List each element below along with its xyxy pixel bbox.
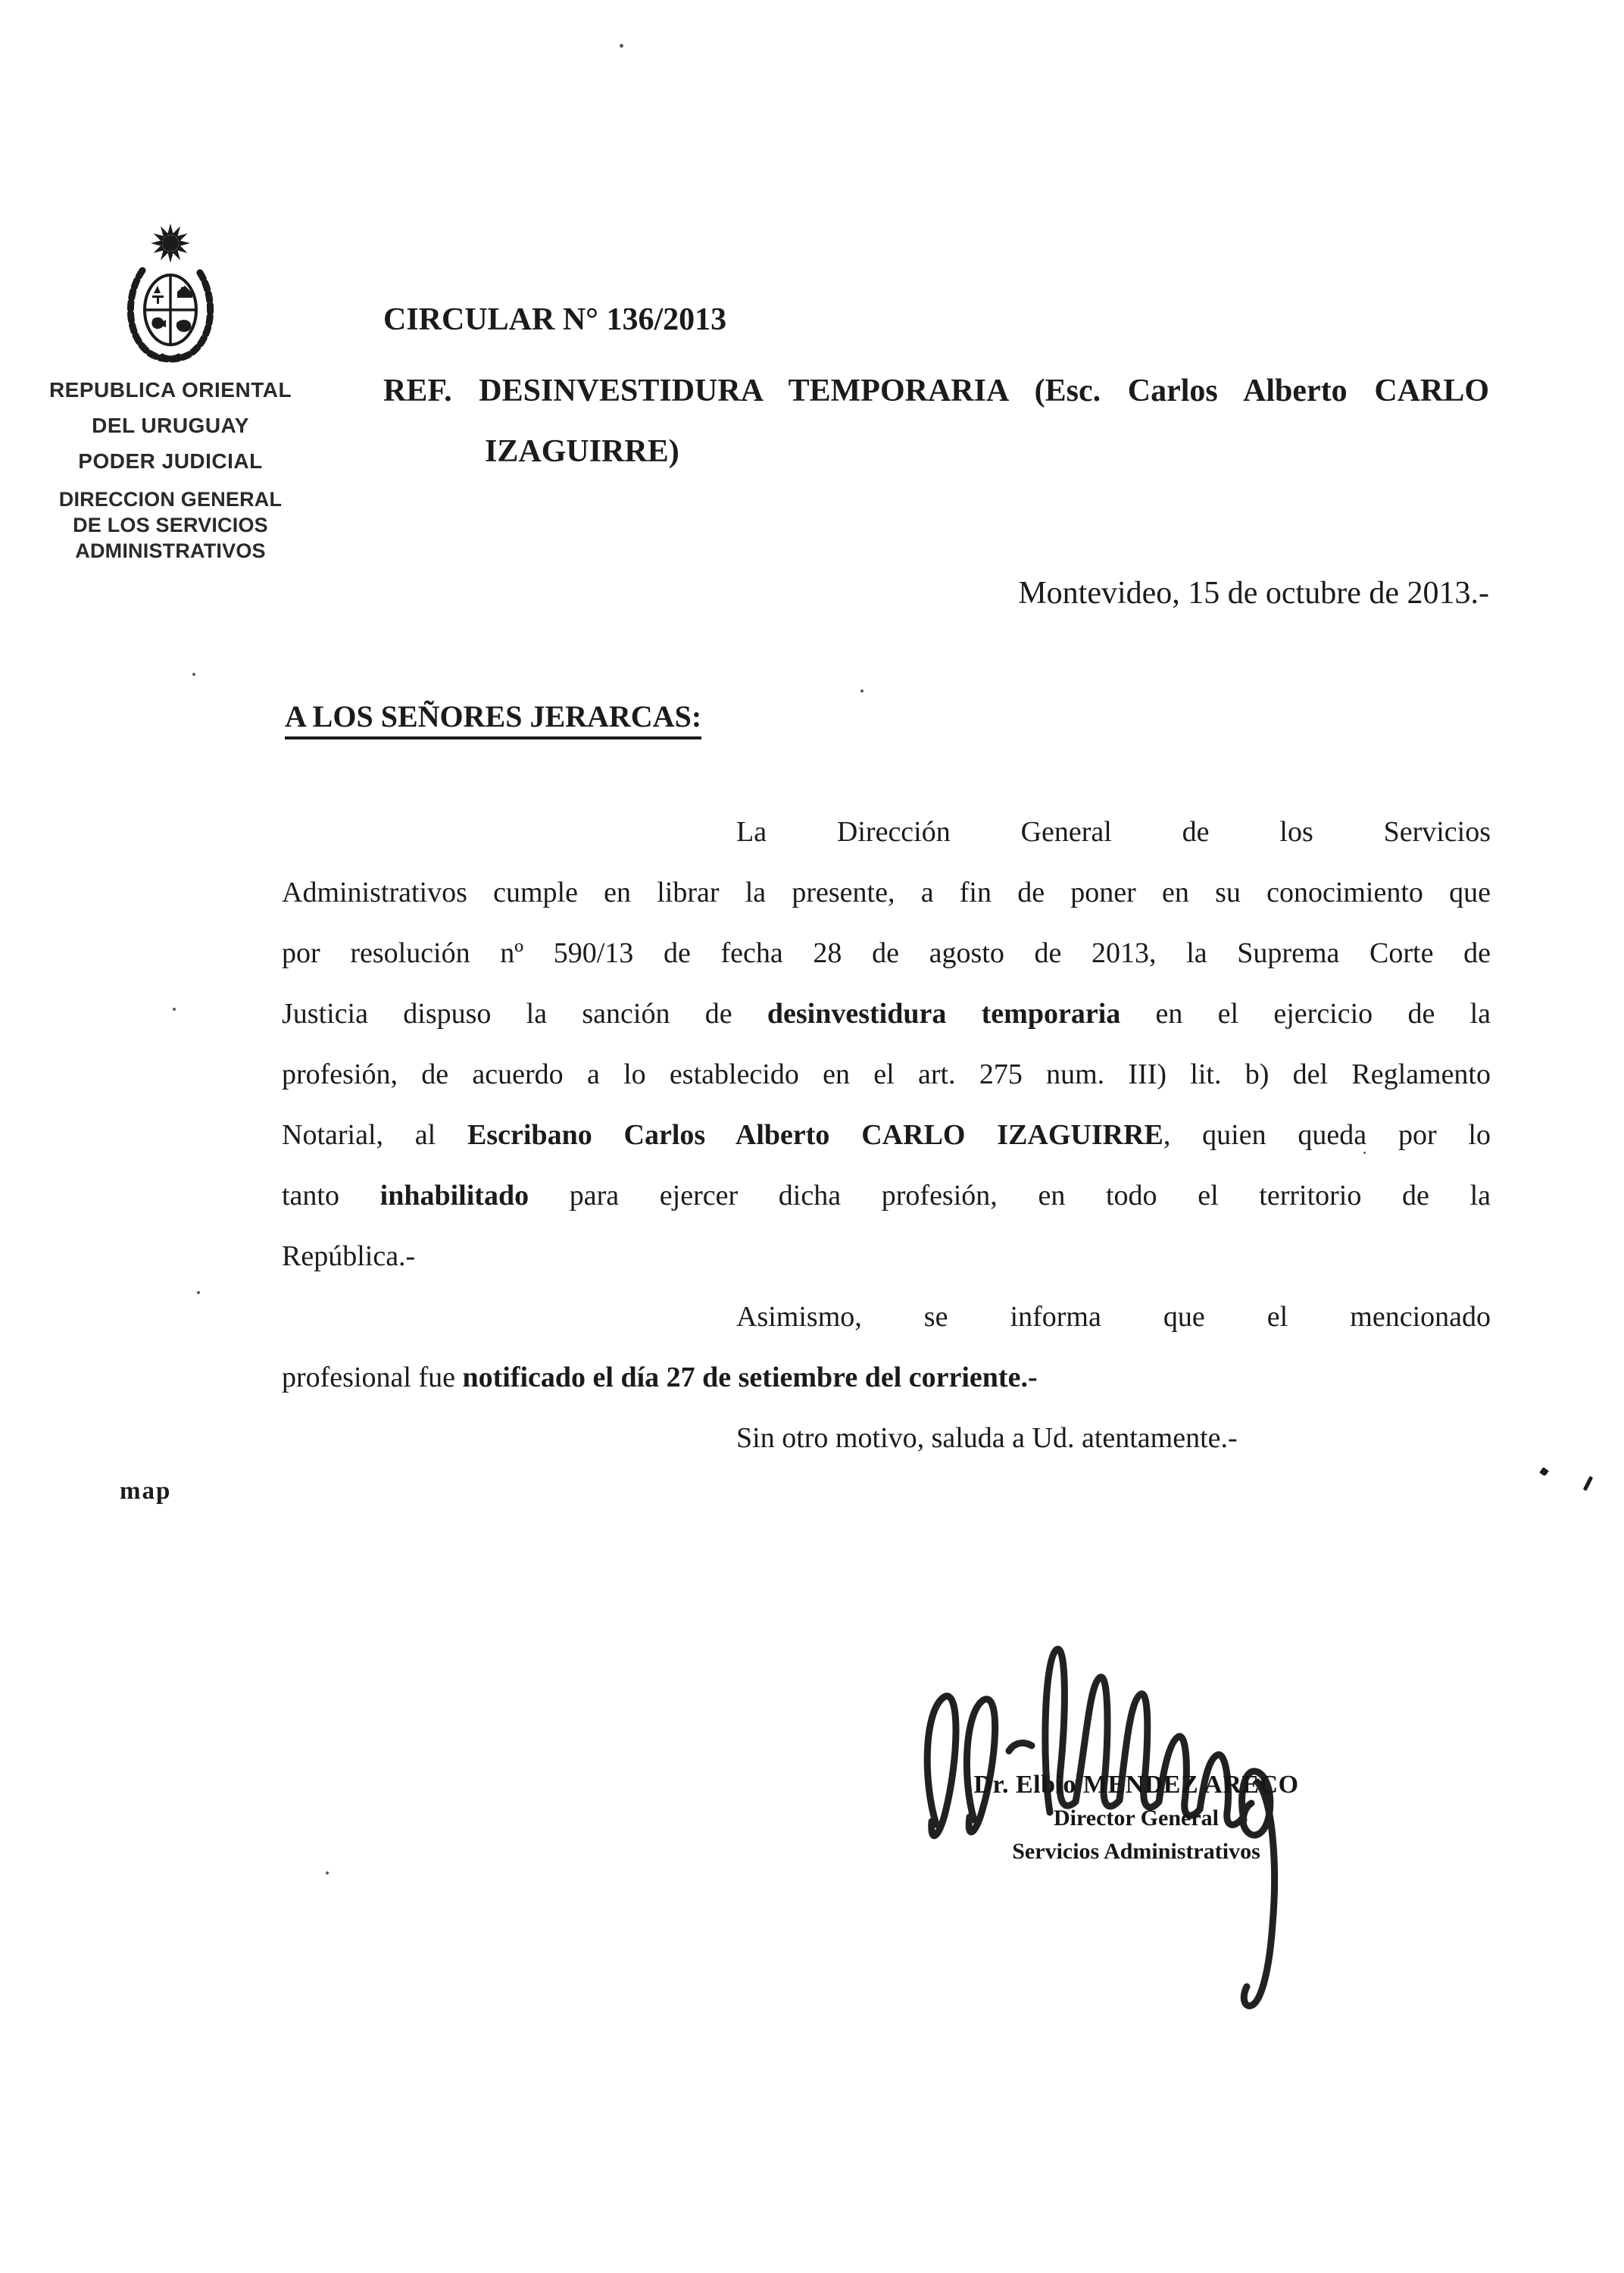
circular-number: CIRCULAR N° 136/2013 (383, 302, 727, 337)
body-line (282, 1287, 1491, 1347)
body-text: República.- (282, 1240, 416, 1272)
scan-speck (860, 689, 864, 693)
scan-speck (1363, 1152, 1366, 1154)
signer-department: Servicios Administrativos (1012, 1839, 1260, 1864)
body-text-bold: notificado el día 27 de setiembre del corriente.- (462, 1362, 1038, 1393)
body-line (282, 1165, 1491, 1226)
reference-subject (383, 361, 1489, 482)
scan-speck (192, 673, 195, 676)
body-line (282, 923, 1491, 983)
letterhead-org-name (30, 372, 311, 564)
org-line: PODER JUDICIAL (78, 449, 263, 473)
org-line: DE LOS SERVICIOS (73, 514, 268, 536)
reference-line: REF. DESINVESTIDURA TEMPORARIA (Esc. Carlos Alberto CARLO (383, 374, 1489, 408)
body-line (282, 862, 1491, 923)
typist-initials: map (120, 1477, 172, 1505)
body-text-bold: inhabilitado (379, 1180, 529, 1212)
body-text-bold: Escribano Carlos Alberto CARLO IZAGUIRRE (467, 1119, 1163, 1151)
signer-title: Director General (1054, 1806, 1219, 1831)
dateline: Montevideo, 15 de octubre de 2013.- (1018, 576, 1489, 611)
body-line (282, 1044, 1491, 1105)
scan-mark (1583, 1476, 1594, 1491)
uruguay-coat-of-arms-icon (121, 222, 220, 366)
body-text: Notarial, al (282, 1119, 468, 1151)
body-line (282, 1105, 1491, 1165)
letterhead (30, 222, 311, 564)
body-text: profesión, de acuerdo a lo establecido en el art. 275 num. III) lit. b) del Reglamento (282, 1058, 1491, 1090)
scan-mark (1539, 1467, 1549, 1477)
scan-speck (173, 1008, 176, 1011)
body-text: Justicia dispuso la sanción de (282, 998, 767, 1030)
body-text: tanto (282, 1180, 380, 1212)
org-line: REPUBLICA ORIENTAL (48, 378, 292, 402)
body-text: Sin otro motivo, saluda a Ud. atentamente.- (736, 1422, 1238, 1454)
salutation-text: A LOS SEÑORES JERARCAS: (285, 699, 701, 739)
body-paragraphs (282, 802, 1491, 1468)
signer-name: Dr. Elbio MENDEZ ARECO (973, 1771, 1299, 1799)
body-line (282, 1347, 1491, 1408)
body-text: Administrativos cumple en librar la presente, a fin de poner en su conocimiento que (282, 877, 1491, 908)
salutation (285, 699, 701, 734)
body-line (282, 1408, 1491, 1468)
signature-block (932, 1768, 1341, 1868)
org-line: DIRECCION GENERAL (58, 488, 283, 511)
body-text: profesional fue (282, 1362, 463, 1393)
letter-header (383, 302, 1489, 482)
org-line: DEL URUGUAY (92, 414, 249, 437)
body-text-bold: desinvestidura temporaria (767, 998, 1121, 1030)
body-text: , quien queda por lo (1163, 1119, 1491, 1151)
body-text: para ejercer dicha profesión, en todo el territorio de la (529, 1180, 1491, 1212)
body-line (282, 983, 1491, 1044)
scan-speck (620, 44, 623, 48)
reference-line: IZAGUIRRE) (485, 434, 679, 469)
body-text: en el ejercicio de la (1120, 998, 1491, 1030)
scan-speck (197, 1291, 200, 1294)
body-text: por resolución nº 590/13 de fecha 28 de agosto de 2013, la Suprema Corte de (282, 937, 1491, 969)
org-line: ADMINISTRATIVOS (75, 539, 266, 562)
body-text: La Dirección General de los Servicios (736, 816, 1491, 848)
body-line (282, 1226, 1491, 1287)
body-text: Asimismo, se informa que el mencionado (736, 1301, 1491, 1333)
scan-speck (326, 1871, 329, 1874)
body-line (282, 802, 1491, 862)
